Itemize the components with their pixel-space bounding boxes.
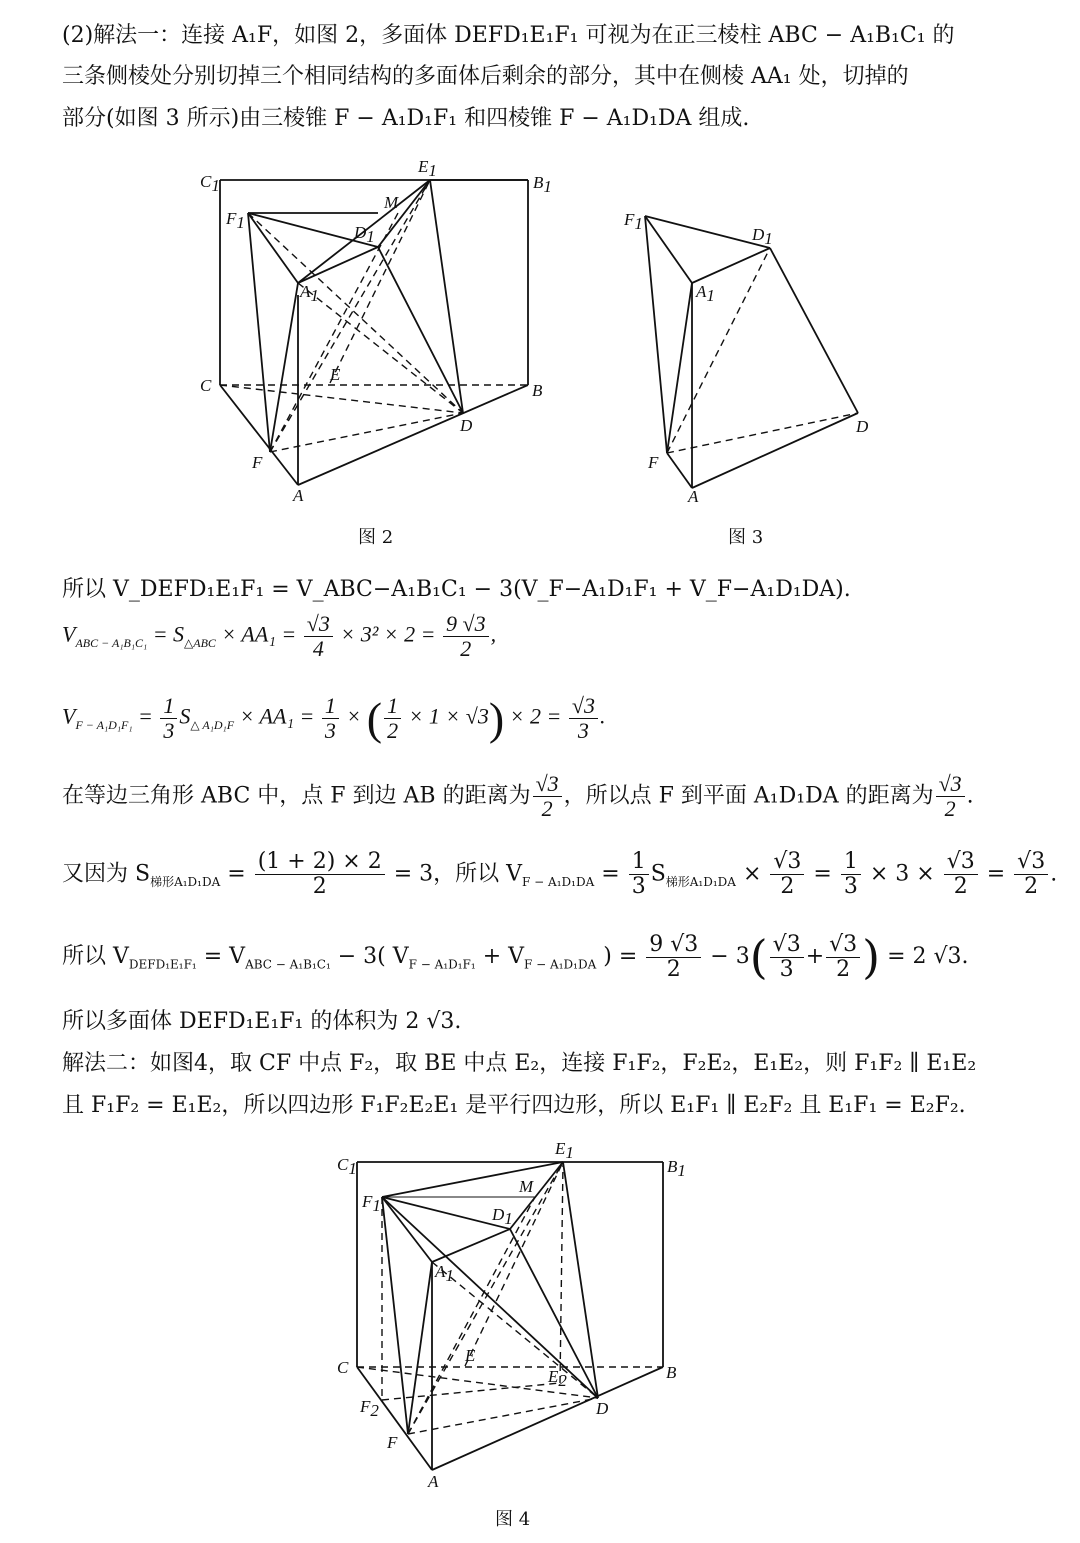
svg-text:C: C	[337, 1358, 349, 1377]
figure-3-cut-piece	[618, 200, 880, 510]
svg-text:M: M	[519, 1177, 534, 1196]
svg-text:A1: A1	[696, 282, 715, 305]
svg-text:E1: E1	[555, 1139, 574, 1162]
conclusion-line: 所以多面体 DEFD₁E₁F₁ 的体积为 2 √3.	[62, 1009, 462, 1034]
svg-text:B: B	[666, 1363, 677, 1382]
formula-distance: 在等边三角形 ABC 中，点 F 到边 AB 的距离为 $\frac{√3}{2}$ ，所以点 F 到平面 A₁D₁DA 的距离为 $\frac{√3}{2}$ .	[62, 771, 974, 821]
intro-line-1: (2)解法一：连接 A₁F，如图 2，多面体 DEFD₁E₁F₁ 可视为在正三棱柱 ABC − A₁B₁C₁ 的	[62, 23, 955, 48]
svg-text:E1: E1	[418, 157, 437, 180]
svg-text:D: D	[856, 417, 869, 436]
formula-quad-pyramid-volume: 又因为 $S_{梯形A_1D_1DA}$ = $\frac{(1 + 2) \times 2}{2}$ = 3，所以 $V_{F - A_1D_1DA}$ = $\frac{1}{3}$ $S_{梯形A_1D_1DA}$ × $\frac{√3}{2}$ = $\frac{1}{3}$ × 3 × $\frac{√3}{2}$ = $\frac{√3}{2}$ .	[62, 849, 1058, 899]
svg-text:A1: A1	[435, 1262, 454, 1285]
figure-3-caption: 图 3	[728, 527, 764, 548]
svg-text:D: D	[460, 416, 473, 435]
svg-text:D1: D1	[492, 1205, 513, 1228]
svg-text:E: E	[330, 365, 341, 384]
intro-line-2: 三条侧棱处分别切掉三个相同结构的多面体后剩余的部分，其中在侧棱 AA₁ 处，切掉的	[62, 64, 909, 89]
method2-line-2: 且 F₁F₂ = E₁E₂，所以四边形 F₁F₂E₂E₁ 是平行四边形，所以 E₁F₁ ∥ E₂F₂ 且 E₁F₁ = E₂F₂.	[62, 1093, 966, 1118]
svg-text:F1: F1	[362, 1192, 381, 1215]
figure-4-caption: 图 4	[495, 1509, 531, 1530]
svg-text:D1: D1	[354, 223, 375, 246]
svg-text:F1: F1	[624, 210, 643, 233]
svg-text:C1: C1	[337, 1155, 357, 1178]
svg-text:D: D	[596, 1399, 609, 1418]
svg-text:E2: E2	[548, 1367, 567, 1390]
svg-text:D1: D1	[752, 225, 773, 248]
svg-text:E: E	[465, 1346, 476, 1365]
svg-text:M: M	[384, 193, 399, 212]
svg-text:F2: F2	[360, 1397, 379, 1420]
svg-text:A: A	[688, 487, 699, 506]
svg-text:A: A	[293, 486, 304, 505]
figure-4-prism	[330, 1135, 700, 1510]
svg-text:A1: A1	[300, 282, 319, 305]
svg-text:F: F	[252, 453, 263, 472]
formula-tri-pyramid-volume: $V_{F - A_1D_1F_1}$ = $\frac{1}{3}$ $S_{\triangle A_1D_1F} \times AA_1$ = $\frac{1}{3}$ × ( $\frac{1}{2}$ × 1 × √3) × 2 = $\frac{√3}{3}$ .	[62, 693, 606, 744]
formula-prism-volume: $V_{ABC - A_1B_1C_1} = S_{\triangle ABC} \times AA_1$ = $\frac{√3}{4}$ × 3² × 2 = $\frac{9 √3}{2}$ ,	[62, 611, 497, 661]
svg-text:C1: C1	[200, 172, 220, 195]
svg-text:C: C	[200, 376, 212, 395]
formula-final-volume: 所以 $V_{DEFD_1E_1F_1} = V_{ABC - A_1B_1C_1} - 3$( $V_{F - A_1D_1F_1} + V_{F - A_1D_1DA}$ ) = $\frac{9 √3}{2}$ − 3( $\frac{√3}{3}$ + $\frac{√3}{2}$ ) = 2 √3.	[62, 930, 969, 984]
svg-text:A: A	[428, 1472, 439, 1491]
figure-2-caption: 图 2	[358, 527, 394, 548]
method2-line-1: 解法二：如图4，取 CF 中点 F₂，取 BE 中点 E₂，连接 F₁F₂，F₂E₂，E₁E₂，则 F₁F₂ ∥ E₁E₂	[62, 1051, 977, 1076]
svg-text:F: F	[648, 453, 659, 472]
svg-text:F1: F1	[226, 209, 245, 232]
svg-text:B1: B1	[533, 173, 552, 196]
svg-text:B: B	[532, 381, 543, 400]
figure-2-prism	[190, 155, 570, 515]
svg-text:B1: B1	[667, 1157, 686, 1180]
formula-volume-decomposition: 所以 V_DEFD₁E₁F₁ = V_ABC−A₁B₁C₁ − 3(V_F−A₁D₁F₁ + V_F−A₁D₁DA).	[62, 577, 851, 602]
svg-text:F: F	[387, 1433, 398, 1452]
intro-line-3: 部分(如图 3 所示)由三棱锥 F − A₁D₁F₁ 和四棱锥 F − A₁D₁DA 组成.	[62, 106, 750, 131]
